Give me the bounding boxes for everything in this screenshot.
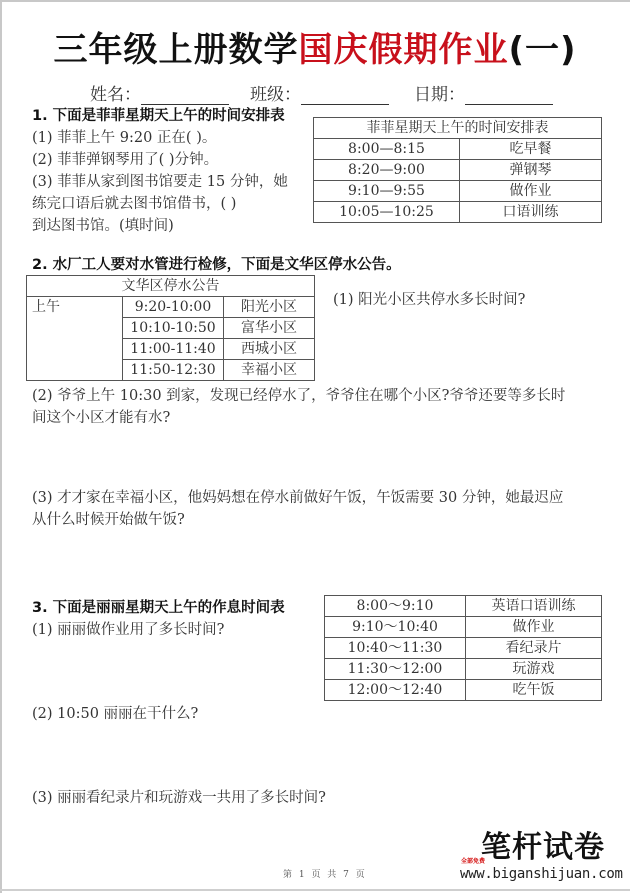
q1-sub3-line1: (3) 菲菲从家到图书馆要走 15 分钟，她 <box>32 174 288 190</box>
q1-sub3-line2: 练完口语后就去图书馆借书，( ) <box>32 196 237 212</box>
time-cell: 11:30～12:00 <box>325 659 466 680</box>
time-cell: 9:10—9:55 <box>314 181 460 202</box>
table-caption-row <box>27 276 315 297</box>
table-caption: 菲菲星期天上午的时间安排表 <box>314 118 602 139</box>
time-cell: 11:00-11:40 <box>123 339 224 360</box>
q1-sub1: (1) 菲菲上午 9:20 正在( )。 <box>32 130 217 146</box>
page-title <box>0 28 630 72</box>
activity-cell: 英语口语训练 <box>466 596 602 617</box>
q1-heading: 1. 下面是菲菲星期天上午的时间安排表 <box>32 108 285 124</box>
student-info-row <box>0 80 630 104</box>
q2-sub3-line1: (3) 才才家在幸福小区，他妈妈想在停水前做好午饭，午饭需要 30 分钟，她最迟应 <box>32 490 564 506</box>
q3-heading: 3. 下面是丽丽星期天上午的作息时间表 <box>32 600 285 616</box>
table-row <box>314 202 602 223</box>
table-row <box>27 297 315 318</box>
q3-sub3: (3) 丽丽看纪录片和玩游戏一共用了多长时间? <box>32 790 326 806</box>
table-row <box>314 160 602 181</box>
activity-cell: 做作业 <box>460 181 602 202</box>
table-caption-row <box>314 118 602 139</box>
table-caption: 文华区停水公告 <box>27 276 315 297</box>
q3-schedule-table <box>324 595 602 701</box>
q3-sub2: (2) 10:50 丽丽在干什么? <box>32 706 199 722</box>
activity-cell: 口语训练 <box>460 202 602 223</box>
time-cell: 8:00—8:15 <box>314 139 460 160</box>
q1-sub3-line3: 到达图书馆。(填时间) <box>32 218 174 234</box>
date-blank[interactable] <box>465 86 553 105</box>
table-row <box>314 181 602 202</box>
activity-cell: 吃早餐 <box>460 139 602 160</box>
area-cell: 幸福小区 <box>224 360 315 381</box>
area-cell: 阳光小区 <box>224 297 315 318</box>
class-label: 班级： <box>250 85 301 105</box>
activity-cell: 弹钢琴 <box>460 160 602 181</box>
area-cell: 富华小区 <box>224 318 315 339</box>
q2-sub1: (1) 阳光小区共停水多长时间? <box>333 292 526 308</box>
table-row <box>314 139 602 160</box>
table-row <box>325 638 602 659</box>
period-cell: 上午 <box>27 297 123 381</box>
time-cell: 10:05—10:25 <box>314 202 460 223</box>
q2-sub2-line1: (2) 爷爷上午 10:30 到家，发现已经停水了，爷爷住在哪个小区?爷爷还要等多长时 <box>32 388 566 404</box>
name-field[interactable] <box>90 80 229 105</box>
site-logo-text: 笔杆试卷 <box>481 830 605 865</box>
q1-schedule-table <box>313 117 602 223</box>
time-cell: 9:20-10:00 <box>123 297 224 318</box>
title-suffix: (一) <box>508 30 577 70</box>
time-cell: 9:10～10:40 <box>325 617 466 638</box>
activity-cell: 吃午饭 <box>466 680 602 701</box>
page-border-left <box>0 0 2 893</box>
activity-cell: 玩游戏 <box>466 659 602 680</box>
table-row <box>325 659 602 680</box>
table-row <box>325 680 602 701</box>
time-cell: 8:00～9:10 <box>325 596 466 617</box>
title-red-part: 国庆假期作业 <box>298 30 509 70</box>
time-cell: 10:40～11:30 <box>325 638 466 659</box>
area-cell: 西城小区 <box>224 339 315 360</box>
q2-sub2-line2: 间这个小区才能有水? <box>32 410 171 426</box>
class-field[interactable] <box>250 80 389 105</box>
logo-tag: 全部免费 <box>461 858 486 865</box>
time-cell: 10:10-10:50 <box>123 318 224 339</box>
q3-sub1: (1) 丽丽做作业用了多长时间? <box>32 622 225 638</box>
class-blank[interactable] <box>301 86 389 105</box>
q2-water-outage-table <box>26 275 315 381</box>
activity-cell: 做作业 <box>466 617 602 638</box>
date-field[interactable] <box>414 80 553 105</box>
table-row <box>325 596 602 617</box>
time-cell: 8:20—9:00 <box>314 160 460 181</box>
name-label: 姓名： <box>90 85 141 105</box>
time-cell: 11:50-12:30 <box>123 360 224 381</box>
q1-sub2: (2) 菲菲弹钢琴用了( )分钟。 <box>32 152 219 168</box>
page-border-top <box>0 0 630 2</box>
site-logo-url[interactable]: www.biganshijuan.com <box>460 866 623 882</box>
time-cell: 12:00～12:40 <box>325 680 466 701</box>
page-border-bottom <box>0 889 630 891</box>
table-row <box>325 617 602 638</box>
title-black-part: 三年级上册数学 <box>53 30 299 70</box>
name-blank[interactable] <box>141 86 229 105</box>
activity-cell: 看纪录片 <box>466 638 602 659</box>
date-label: 日期： <box>414 85 465 105</box>
q2-sub3-line2: 从什么时候开始做午饭? <box>32 512 185 528</box>
page-indicator: 第 1 页 共 7 页 <box>283 870 367 880</box>
q2-heading: 2. 水厂工人要对水管进行检修，下面是文华区停水公告。 <box>32 257 401 273</box>
